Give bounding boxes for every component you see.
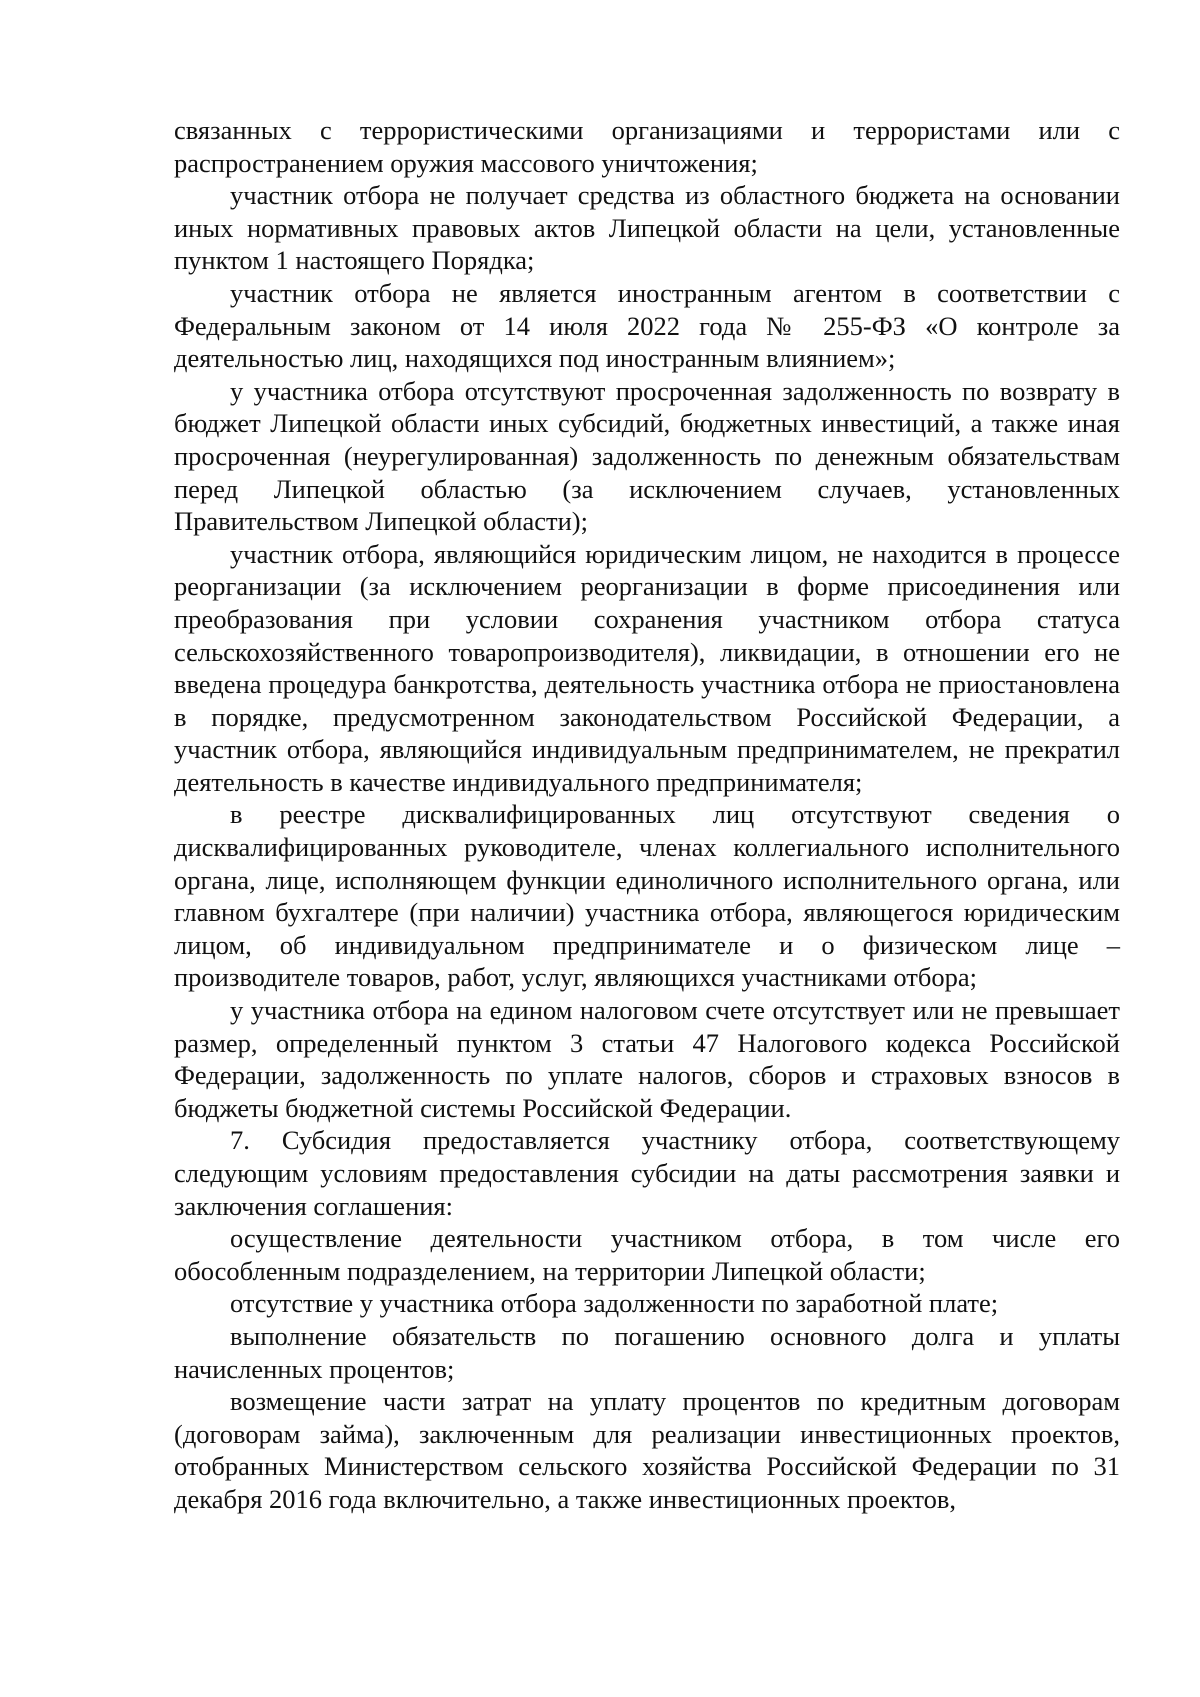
paragraph-reorganization: участник отбора, являющийся юридическим лицом, не находится в процессе реорганизации (за исключением реорганизации в форме присоединения или преобразования при условии сохранения участником отбора статуса сельскохозяйственного товаропроизводителя), ликвидации, в отношении его не введена процедура банкротства, деятельность участника отбора не приостановлена в порядке, предусмотренном законодательством Российской Федерации, а участник отбора, являющийся индивидуальным предпринимателем, не прекратил деятельность в качестве индивидуального предпринимателя; [174,538,1120,797]
paragraph-no-wage-debt: отсутствие у участника отбора задолженности по заработной плате; [230,1288,999,1319]
paragraph-interest-compensation: возмещение части затрат на уплату процентов по кредитным договорам (договорам займа), заключенным для реализации инвестиционных проектов, отобранных Министерством сельского хозяйства Российской Федерации по 31 декабря 2016 года включительно, а также инвестиционных проектов, [174,1386,1120,1514]
paragraph-foreign-agent: участник отбора не является иностранным агентом в соответствии с Федеральным законом от 14 июля 2022 года № 255-ФЗ «О контроле за деятельностью лиц, находящихся под иностранным влиянием»; [174,277,1120,374]
paragraph-activity-territory: осуществление деятельности участником отбора, в том числе его обособленным подразделением, на территории Липецкой области; [174,1223,1120,1286]
paragraph-disqualified-persons: в реестре дисквалифицированных лиц отсутствуют сведения о дисквалифицированных руководителе, членах коллегиального исполнительного органа, лице, исполняющем функции единоличного исполнительного органа, или главном бухгалтере (при наличии) участника отбора, являющегося юридическим лицом, об индивидуальном предпринимателе и о физическом лице – производителе товаров, работ, услуг, являющихся участниками отбора; [174,799,1120,993]
paragraph-overdue-debt: у участника отбора отсутствуют просроченная задолженность по возврату в бюджет Липецкой области иных субсидий, бюджетных инвестиций, а также иная просроченная (неурегулированная) задолженность по денежным обязательствам перед Липецкой областью (за исключением случаев, установленных Правительством Липецкой области); [174,375,1120,537]
document-body [174,114,1120,1516]
paragraph-loan-obligations: выполнение обязательств по погашению основного долга и уплаты начисленных процентов; [174,1320,1120,1384]
paragraph-continuation: связанных с террористическими организациями и террористами или с распространением оружия массового уничтожения; [174,115,1120,178]
paragraph-item-7: 7. Субсидия предоставляется участнику отбора, соответствующему следующим условиям предоставления субсидии на даты рассмотрения заявки и заключения соглашения: [174,1125,1120,1221]
paragraph-budget-funds: участник отбора не получает средства из областного бюджета на основании иных нормативных правовых актов Липецкой области на цели, установленные пунктом 1 настоящего Порядка; [174,180,1120,276]
paragraph-tax-debt: у участника отбора на едином налоговом счете отсутствует или не превышает размер, определенный пунктом 3 статьи 47 Налогового кодекса Российской Федерации, задолженность по уплате налогов, сборов и страховых взносов в бюджеты бюджетной системы Российской Федерации. [174,995,1120,1123]
